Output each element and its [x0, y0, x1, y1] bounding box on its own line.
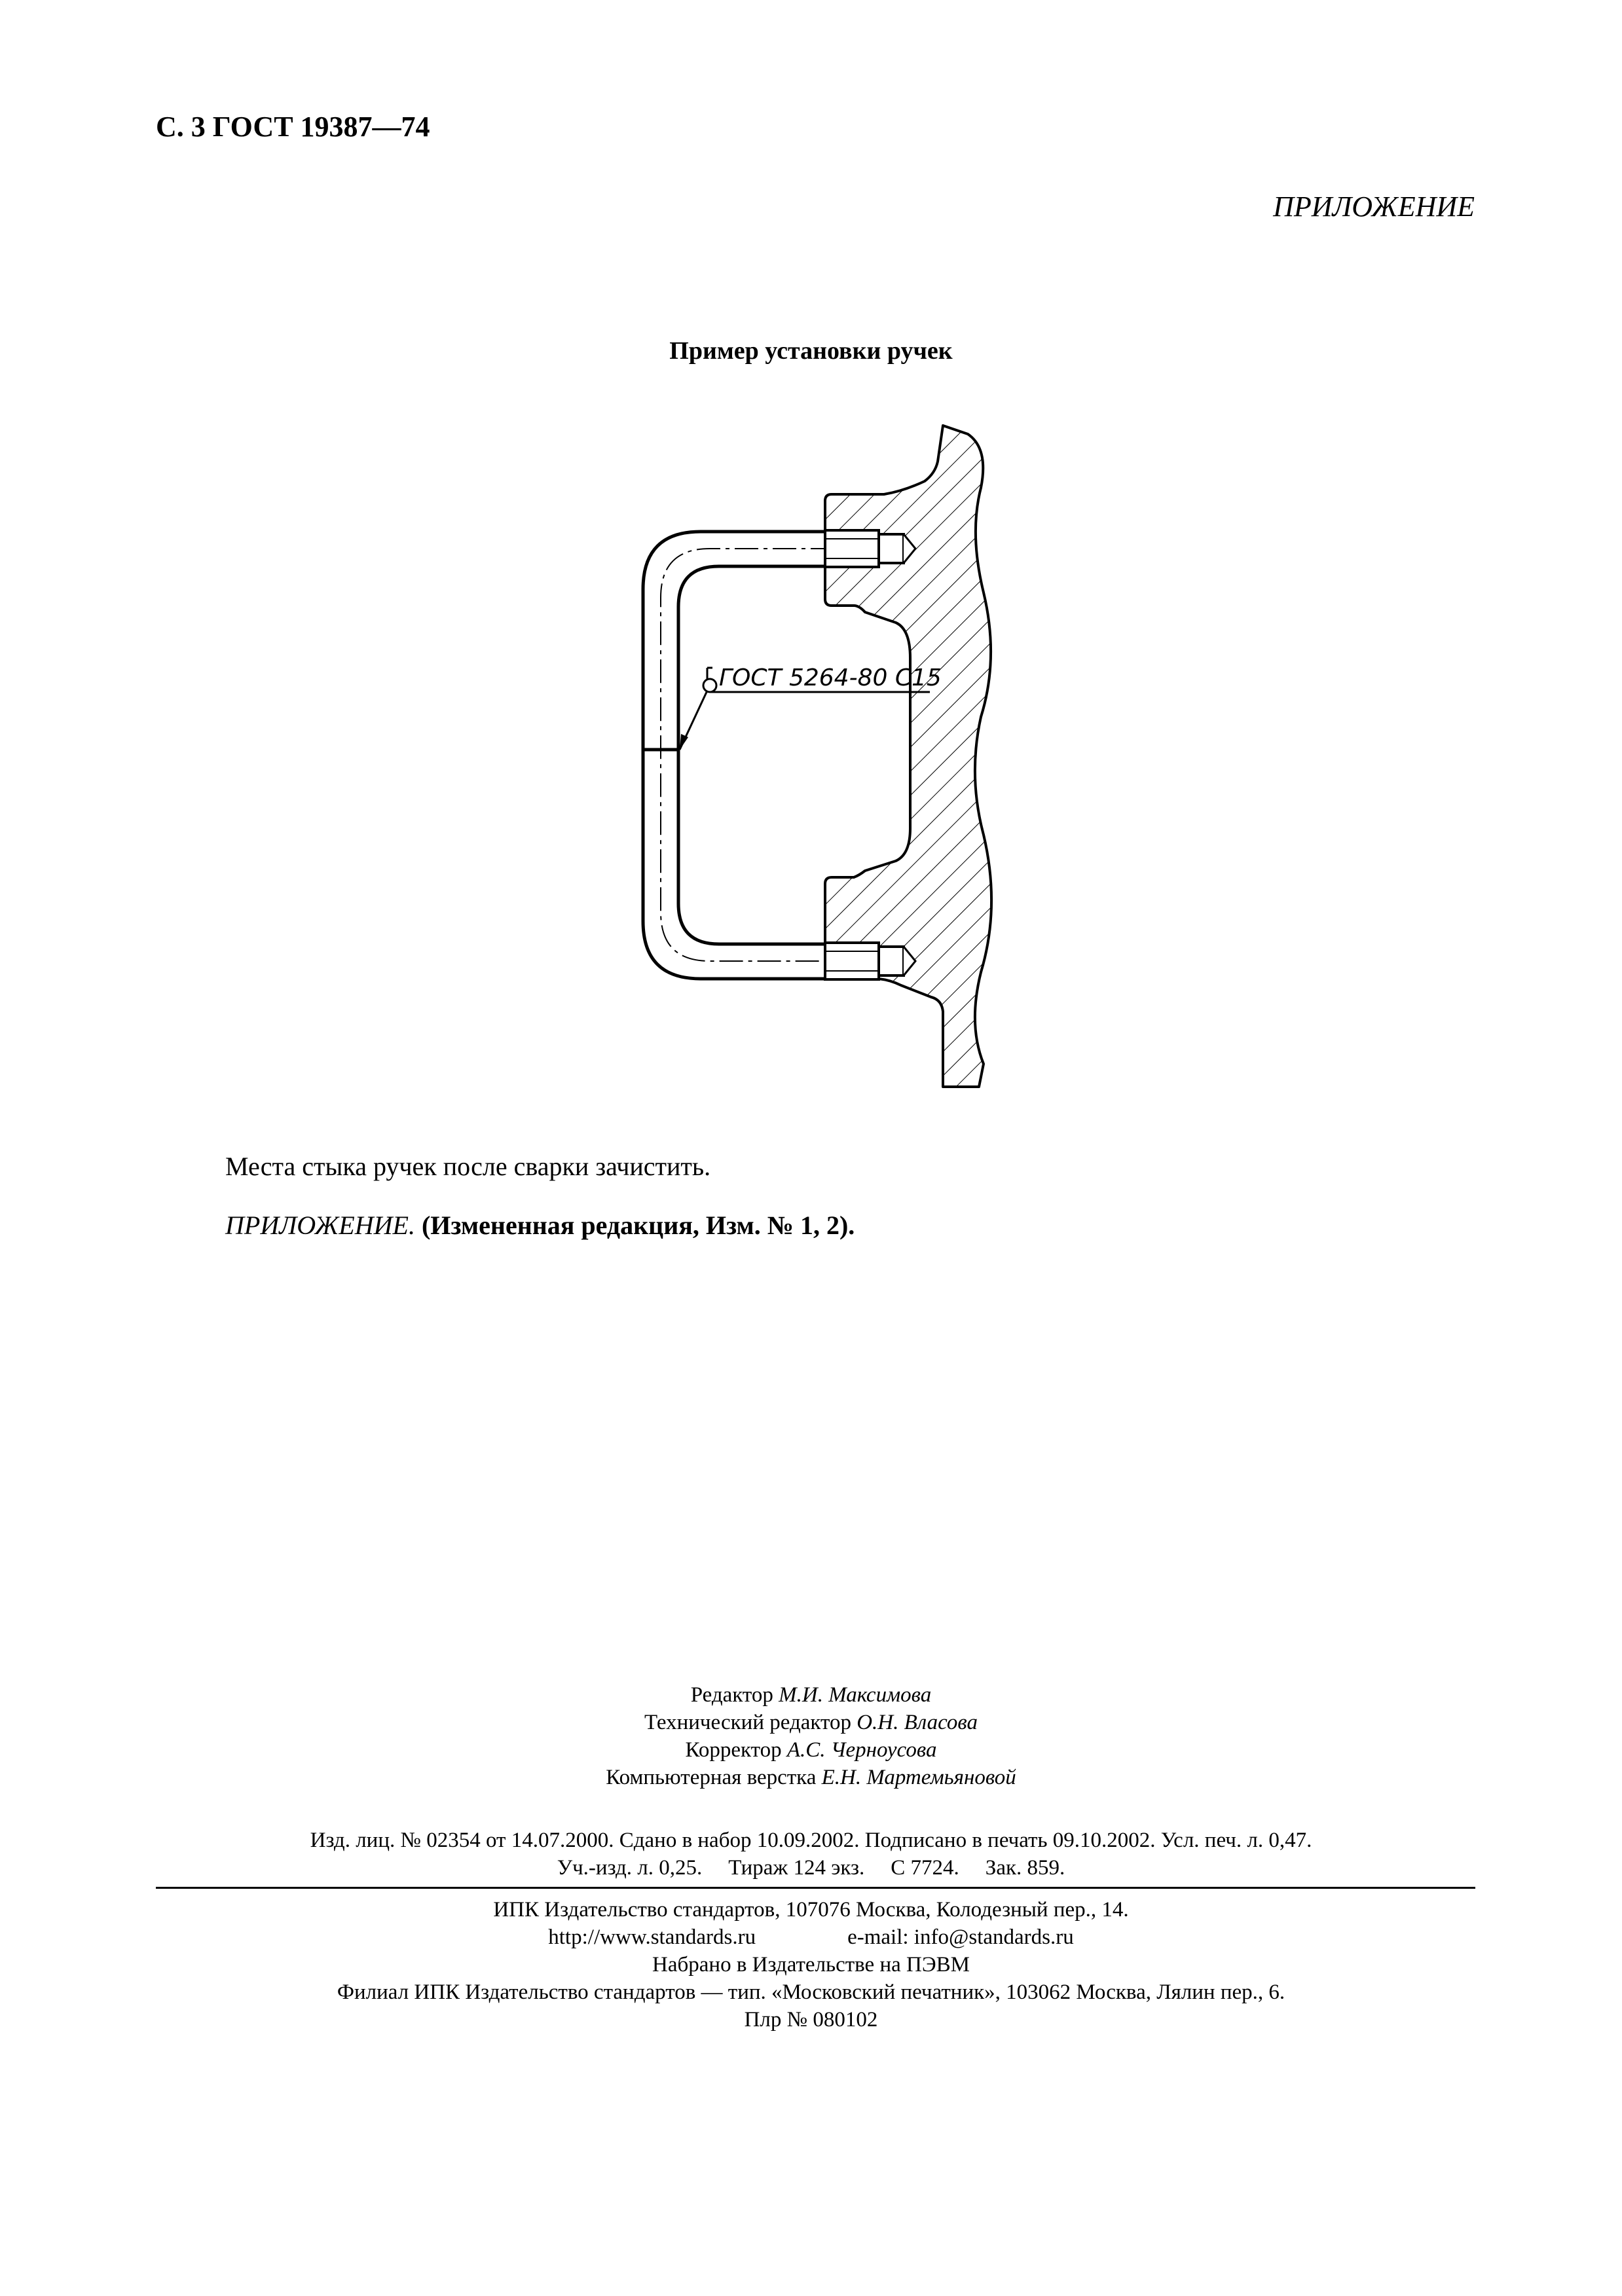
threaded-end-bottom — [825, 943, 879, 979]
wall-section — [825, 426, 991, 1087]
proofreader-name: А.С. Черноусова — [786, 1738, 937, 1762]
publisher-email: e-mail: info@standards.ru — [847, 1925, 1074, 1949]
imprint-pages: Уч.-изд. л. 0,25. — [557, 1856, 703, 1880]
layout-role: Компьютерная верстка — [606, 1766, 817, 1789]
weld-all-around-symbol — [703, 679, 716, 692]
handle-rod-outer — [643, 532, 825, 979]
divider-rule — [156, 1887, 1475, 1889]
threaded-end-top — [825, 530, 879, 567]
imprint-block — [0, 1827, 1622, 1882]
appendix-label: ПРИЛОЖЕНИЕ — [1273, 191, 1475, 223]
publisher-block — [0, 1896, 1622, 2033]
revision-text: (Измененная редакция, Изм. № 1, 2). — [421, 1211, 855, 1240]
handle-installation-drawing — [622, 409, 1015, 1103]
figure-caption: Пример установки ручек — [669, 337, 953, 365]
handle-rod-inner — [678, 566, 825, 944]
layout-name: Е.Н. Мартемьяновой — [821, 1766, 1016, 1789]
editor-role: Редактор — [690, 1683, 773, 1707]
imprint-line-1: Изд. лиц. № 02354 от 14.07.2000. Сдано в набор 10.09.2002. Подписано в печать 09.10.2002. Усл. печ. л. 0,47. — [310, 1829, 1312, 1852]
publisher-branch: Филиал ИПК Издательство стандартов — тип. «Московский печатник», 103062 Москва, Лялин пер., 6. — [337, 1980, 1285, 2004]
tech-editor-role: Технический редактор — [644, 1711, 851, 1734]
weld-callout-text: ГОСТ 5264-80 С15 — [719, 665, 942, 691]
cleanup-note: Места стыка ручек после сварки зачистить. — [225, 1152, 711, 1181]
page-header: С. 3 ГОСТ 19387—74 — [156, 111, 430, 143]
publisher-typeset: Набрано в Издательстве на ПЭВМ — [652, 1953, 970, 1977]
publisher-website: http://www.standards.ru — [548, 1925, 756, 1949]
imprint-print-run: Тираж 124 экз. — [728, 1856, 865, 1880]
editor-name: М.И. Максимова — [779, 1683, 932, 1707]
imprint-line-2 — [0, 1854, 1622, 1882]
imprint-order: Зак. 859. — [985, 1856, 1065, 1880]
revision-note — [225, 1210, 855, 1241]
publisher-address: ИПК Издательство стандартов, 107076 Москва, Колодезный пер., 14. — [493, 1898, 1129, 1922]
imprint-code: С 7724. — [891, 1856, 959, 1880]
publisher-contacts — [0, 1923, 1622, 1951]
proofreader-role: Корректор — [685, 1738, 782, 1762]
publisher-license: Плр № 080102 — [744, 2008, 878, 2032]
revision-prefix: ПРИЛОЖЕНИЕ. — [225, 1211, 415, 1240]
credits-block — [0, 1681, 1622, 1791]
tech-editor-name: О.Н. Власова — [857, 1711, 978, 1734]
